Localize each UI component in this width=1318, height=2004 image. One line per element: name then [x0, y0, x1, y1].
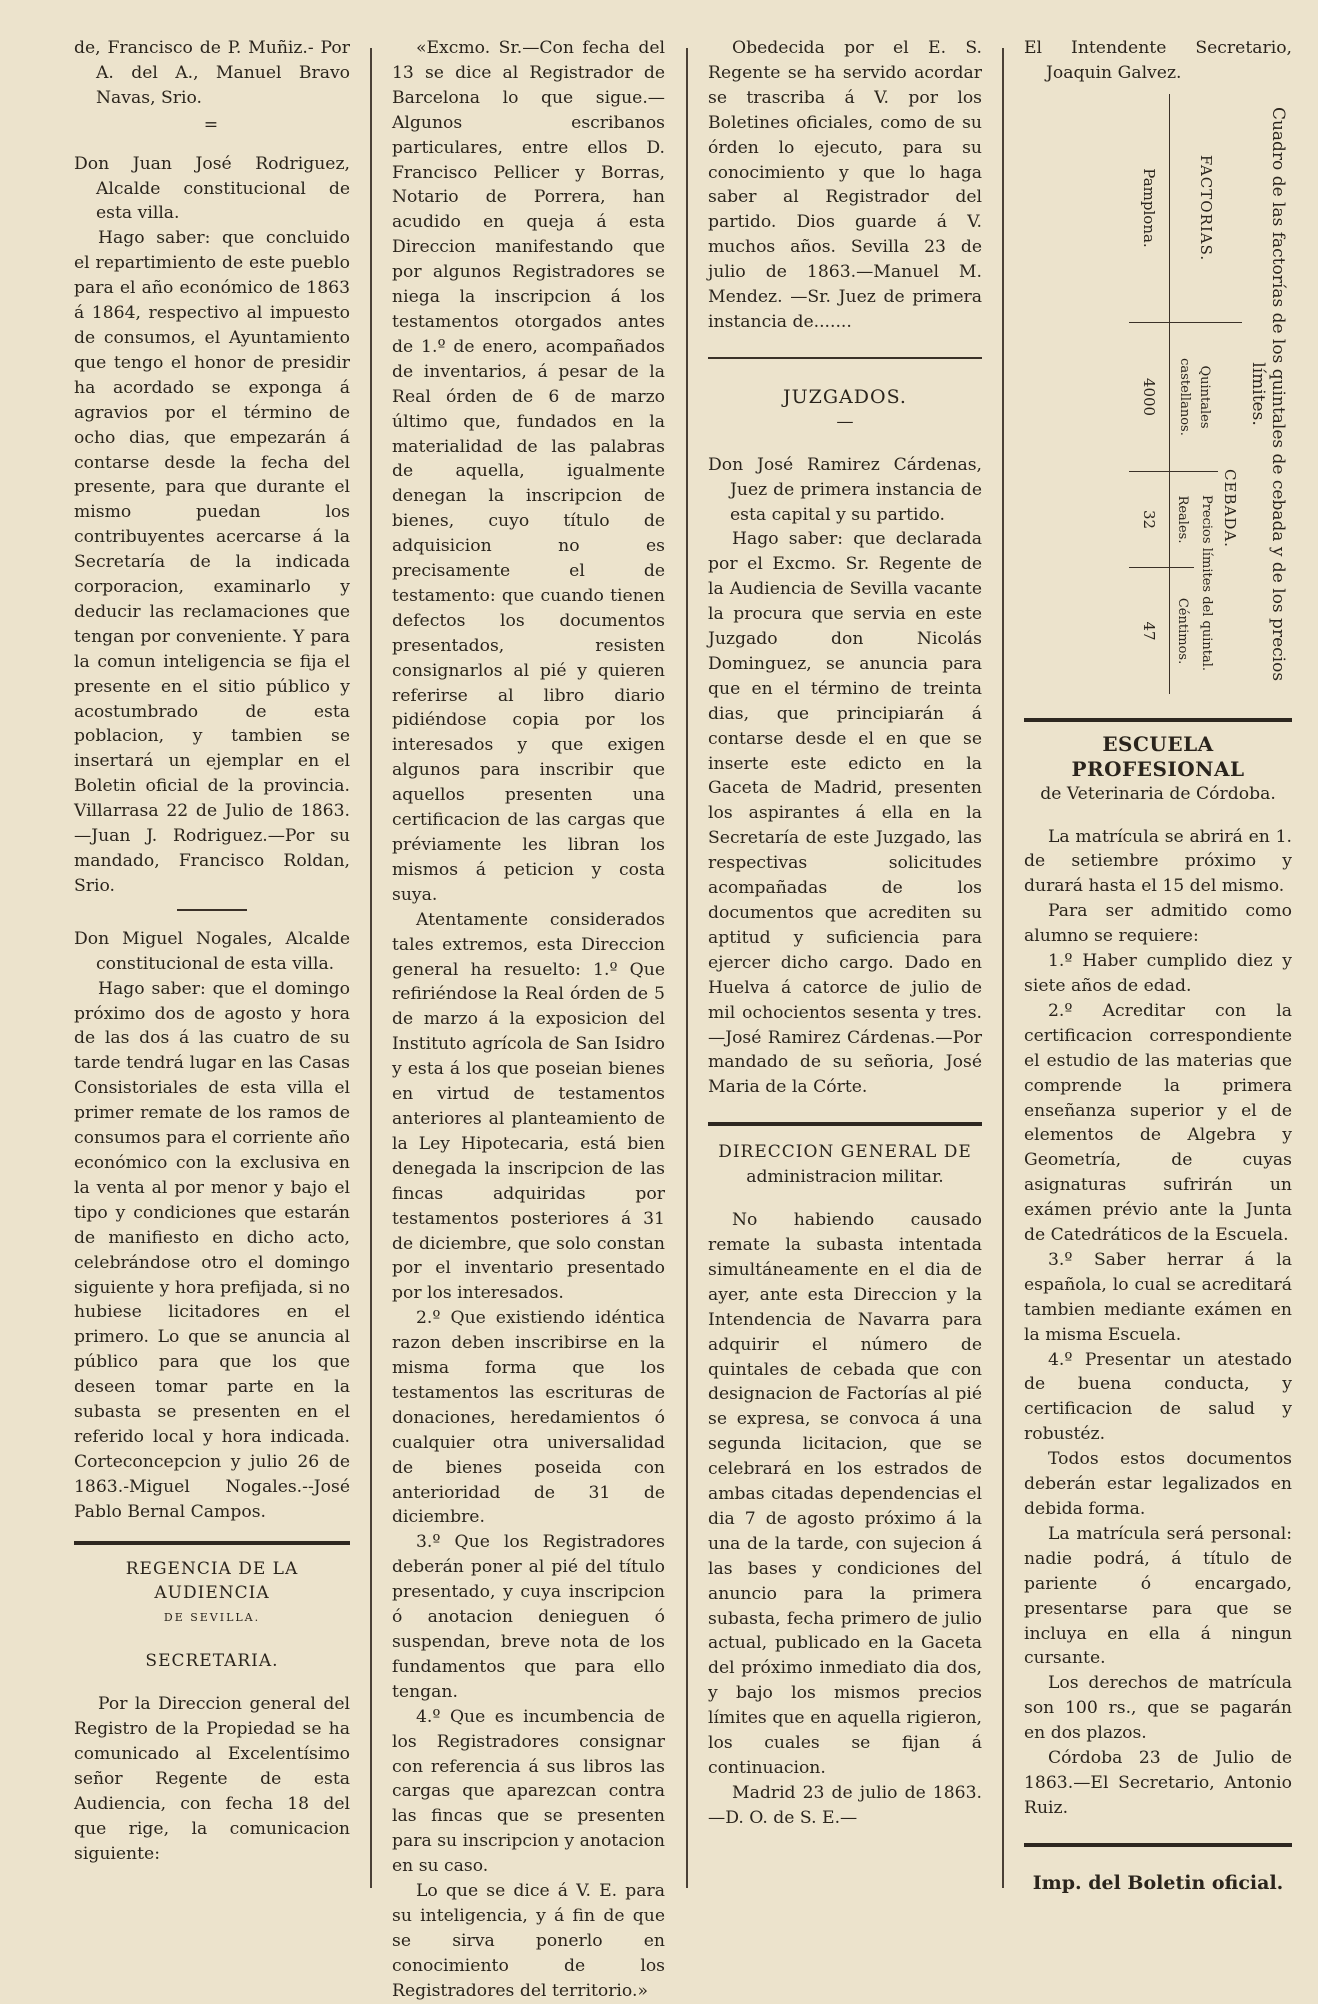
separator: — [836, 411, 854, 432]
section-heading: DIRECCION GENERAL DE [718, 1142, 972, 1163]
notice-body: 4.º Que es incumbencia de los Registradores consignar con referencia á sus libros las cargas que aparezcan contra las fincas que se presenten para su inscripcion y anotacion en su caso. [392, 1706, 665, 1877]
column-3 [708, 36, 982, 1831]
table-header-cebada: CEBADA. [1218, 322, 1242, 694]
section-rule [74, 1541, 350, 1545]
signature-block: de, Francisco de P. Muñiz.- Por A. del A., Manuel Bravo Navas, Srio. [74, 38, 350, 108]
divider [177, 909, 247, 911]
notice-body: Atentamente considerados tales extremos, esta Direccion general ha resuelto: 1.º Que refiriéndose la Real órden de 5 de marzo á la exposicion del Instituto agrícola de San Isidro y esta á los que poseian bienes en virtud de testamentos anteriores al planteamiento de la Ley Hipotecaria, está bien denegada la inscripcion de las fincas adquiridas por testamentos posteriores á 31 de diciembre, que solo constan por el inventario presentado por los interesados. [392, 909, 665, 1304]
edict-body: Hago saber: que declarada por el Excmo. Sr. Regente de la Audiencia de Sevilla vacante la procura que servia en este Juzgado don Nicolás Dominguez, se anuncia para que en el término de treinta dias, que principiarán á contarse desde el en que se inserte este edicto en la Gaceta de Madrid, presenten los aspirantes á ella en la Secretaría de este Juzgado, las respectivas solicitudes acompañadas de los documentos que acrediten su aptitud y suficiencia para ejercer dicho cargo. Dado en Huelva á catorce de julio de mil ochocientos sesenta y tres.—José Ramirez Cárdenas.—Por mandado de su señoria, José Maria de la Córte. [708, 529, 982, 1098]
section-heading: JUZGADOS. [783, 385, 907, 408]
notice-body: 2.º Que existiendo idéntica razon deben inscribirse en la misma forma que los testamentos las escrituras de donaciones, heredamientos ó cualquier otra universalidad de bienes poseida con anterioridad de 31 de diciembre. [392, 1308, 665, 1528]
section-rule [1024, 1843, 1292, 1847]
table-cell-reales: 32 [1129, 471, 1170, 567]
edict-heading: Don Miguel Nogales, Alcalde constitucional de esta villa. [74, 928, 350, 974]
table-header-reales: Reales. [1170, 471, 1195, 567]
table-cell-quintales: 4000 [1129, 322, 1170, 471]
section-subheading: DE SEVILLA. [163, 1611, 261, 1625]
notice-body: Obedecida por el E. S. Regente se ha servido acordar se trascriba á V. por los Boletines oficiales, como de su órden lo ejecuto, para su conocimiento y que lo haga saber al Registrador del partido. Dios guarde á V. muchos años. Sevilla 23 de julio de 1863.—Manuel M. Mendez. —Sr. Juez de primera instancia de....... [708, 38, 982, 332]
notice-body: La matrícula se abrirá en 1. de setiembre próximo y durará hasta el 15 del mismo. [1024, 826, 1292, 897]
section-rule [1024, 718, 1292, 722]
notice-body: No habiendo causado remate la subasta intentada simultáneamente en el dia de ayer, ante esta Direccion y la Intendencia de Navarra para adquirir el número de quintales de cebada que con designacion de Factorías al pié se expresa, se convoca á una segunda licitacion, que se celebrará en los estrados de ambas citadas dependencias el dia 7 de agosto próximo á la una de la tarde, con sujecion á las bases y condiciones del anuncio para la primera subasta, fecha primero de julio actual, publicado en la Gaceta del próximo inmediato dia dos, y bajo los mismos precios límites que en aquella rigieron, los cuales se fijan á continuacion. [708, 1210, 982, 1778]
section-subheading: de Veterinaria de Córdoba. [1040, 783, 1276, 804]
notice-body: 3.º Que los Registradores deberán poner al pié del título presentado, y cuya inscripcion ó anotacion denieguen ó suspendan, breve nota de los fundamentos que para ello tengan. [392, 1532, 665, 1702]
requirement-item: 3.º Saber herrar á la española, lo cual se acreditará tambien mediante exámen en la misma Escuela. [1024, 1249, 1292, 1345]
notice-body: Para ser admitido como alumno se requiere: [1024, 901, 1292, 947]
date-line: Córdoba 23 de Julio de 1863.—El Secretario, Antonio Ruiz. [1024, 1748, 1292, 1818]
column-divider [1002, 48, 1004, 1888]
column-divider [686, 48, 688, 1888]
edict-heading: Don Juan José Rodriguez, Alcalde constitucional de esta villa. [74, 153, 350, 224]
notice-body: Lo que se dice á V. E. para su inteligencia, y á fin de que se sirva ponerlo en conocimiento de los Registradores del territorio.» [392, 1881, 665, 2001]
notice-body: Todos estos documentos deberán estar legalizados en debida forma. [1024, 1449, 1292, 1519]
requirement-item: 2.º Acreditar con la certificacion correspondiente el estudio de las materias que comprende la primera enseñanza superior y el de elementos de Algebra y Geometría, de cuyas asignaturas sufrirán un exámen prévio ante la Junta de Catedráticos de la Escuela. [1024, 1000, 1292, 1246]
section-heading: ESCUELA PROFESIONAL [1071, 731, 1245, 781]
table-header-precios: Precios límites del quintal. [1194, 471, 1218, 694]
price-table-wrapper [1024, 94, 1292, 704]
column-4 [1024, 36, 1292, 1896]
column-divider [370, 48, 372, 1888]
column-1 [74, 36, 350, 1867]
table-header-quintales: Quintales castellanos. [1170, 322, 1219, 471]
date-line: Madrid 23 de julio de 1863.—D. O. de S. E.— [708, 1782, 982, 1828]
signature-block: El Intendente Secretario, Joaquin Galvez. [1024, 38, 1292, 83]
separator: = [203, 114, 221, 135]
notice-body: Los derechos de matrícula son 100 rs., que se pagarán en dos plazos. [1024, 1673, 1292, 1744]
notice-body: La matrícula será personal: nadie podrá, á título de pariente ó encargado, presentarse para que se incluya en ella á ningun cursante. [1024, 1523, 1292, 1669]
section-subheading: administracion militar. [746, 1167, 944, 1188]
edict-body: Hago saber: que concluido el repartimiento de este pueblo para el año económico de 1863 á 1864, respectivo al impuesto de consumos, el Ayuntamiento que tengo el honor de presidir ha acordado se exponga á agravios por el término de ocho dias, que empezarán á contarse desde la fecha del presente, para que durante el mismo puedan los contribuyentes acercarse á la Secretaría de la indicada corporacion, examinarlo y deducir las reclamaciones que tengan por conveniente. Y para la comun inteligencia se fija el presente en el sitio público y acostumbrado de esta poblacion, y tambien se insertará un ejemplar en el Boletin oficial de la provincia. Villarrasa 22 de Julio de 1863. —Juan J. Rodriguez.—Por su mandado, Francisco Roldan, Srio. [74, 228, 350, 896]
edict-body: Hago saber: que el domingo próximo dos de agosto y hora de las dos á las cuatro de su tarde tendrá lugar en las Casas Consistoriales de esta villa el primer remate de los ramos de consumos para el corriente año económico con la exclusiva en la venta al por menor y bajo el tipo y condiciones que estarán de manifiesto en dicho acto, celebrándose otro el domingo siguiente y hora prefijada, si no hubiese licitadores en el primero. Lo que se anuncia al público para que los que deseen tomar parte en la subasta se presenten en el referido local y hora indicada. Corteconcepcion y julio 26 de 1863.-Miguel Nogales.--José Pablo Bernal Campos. [74, 978, 350, 1522]
requirement-item: 1.º Haber cumplido diez y siete años de edad. [1024, 951, 1292, 996]
notice-body: «Excmo. Sr.—Con fecha del 13 se dice al Registrador de Barcelona lo que sigue.—Algunos escribanos particulares, entre ellos D. Francisco Pellicer y Borras, Notario de Porrera, han acudido en queja á esta Direccion manifestando que por algunos Registradores se niega la inscripcion á los testamentos otorgados antes de 1.º de enero, acompañados de inventarios, á pesar de la Real órden de 6 de marzo último que, fundados en la materialidad de las palabras de aquella, igualmente denegan la inscripcion de bienes, cuyo título de adquisicion no es precisamente el de testamento: que cuando tienen defectos los documentos presentados, resisten consignarlos al pié y quieren referirse al libro diario pidiéndose copia por los interesados y que exigen algunos para inscribir que aquellos presenten una certificacion de las cargas que préviamente les libran los mismos á peticion y costa suya. [392, 38, 665, 905]
edict-heading: Don José Ramirez Cárdenas, Juez de primera instancia de esta capital y su partido. [708, 454, 982, 525]
table-header-factorias: FACTORIAS. [1170, 94, 1243, 323]
section-heading: REGENCIA DE LA AUDIENCIA [125, 1558, 299, 1604]
imprint: Imp. del Boletin oficial. [1032, 1871, 1284, 1894]
notice-body: Por la Direccion general del Registro de la Propiedad se ha comunicado al Excelentísimo señor Regente de esta Audiencia, con fecha 18 del que rige, la comunicacion siguiente: [74, 1694, 350, 1864]
column-2 [392, 36, 665, 2004]
table-cell-factoria: Pamplona. [1140, 168, 1158, 248]
table-cell-centimos: 47 [1129, 567, 1170, 693]
section-heading: SECRETARIA. [145, 1651, 279, 1672]
divider [708, 357, 982, 359]
section-rule [708, 1122, 982, 1126]
table-header-centimos: Céntimos. [1170, 567, 1195, 693]
price-table [1024, 94, 1292, 694]
requirement-item: 4.º Presentar un atestado de buena conducta, y certificacion de salud y robustéz. [1024, 1349, 1292, 1445]
table-title: Cuadro de las factorías de los quintales de cebada y de los precios límites. [1248, 106, 1288, 681]
